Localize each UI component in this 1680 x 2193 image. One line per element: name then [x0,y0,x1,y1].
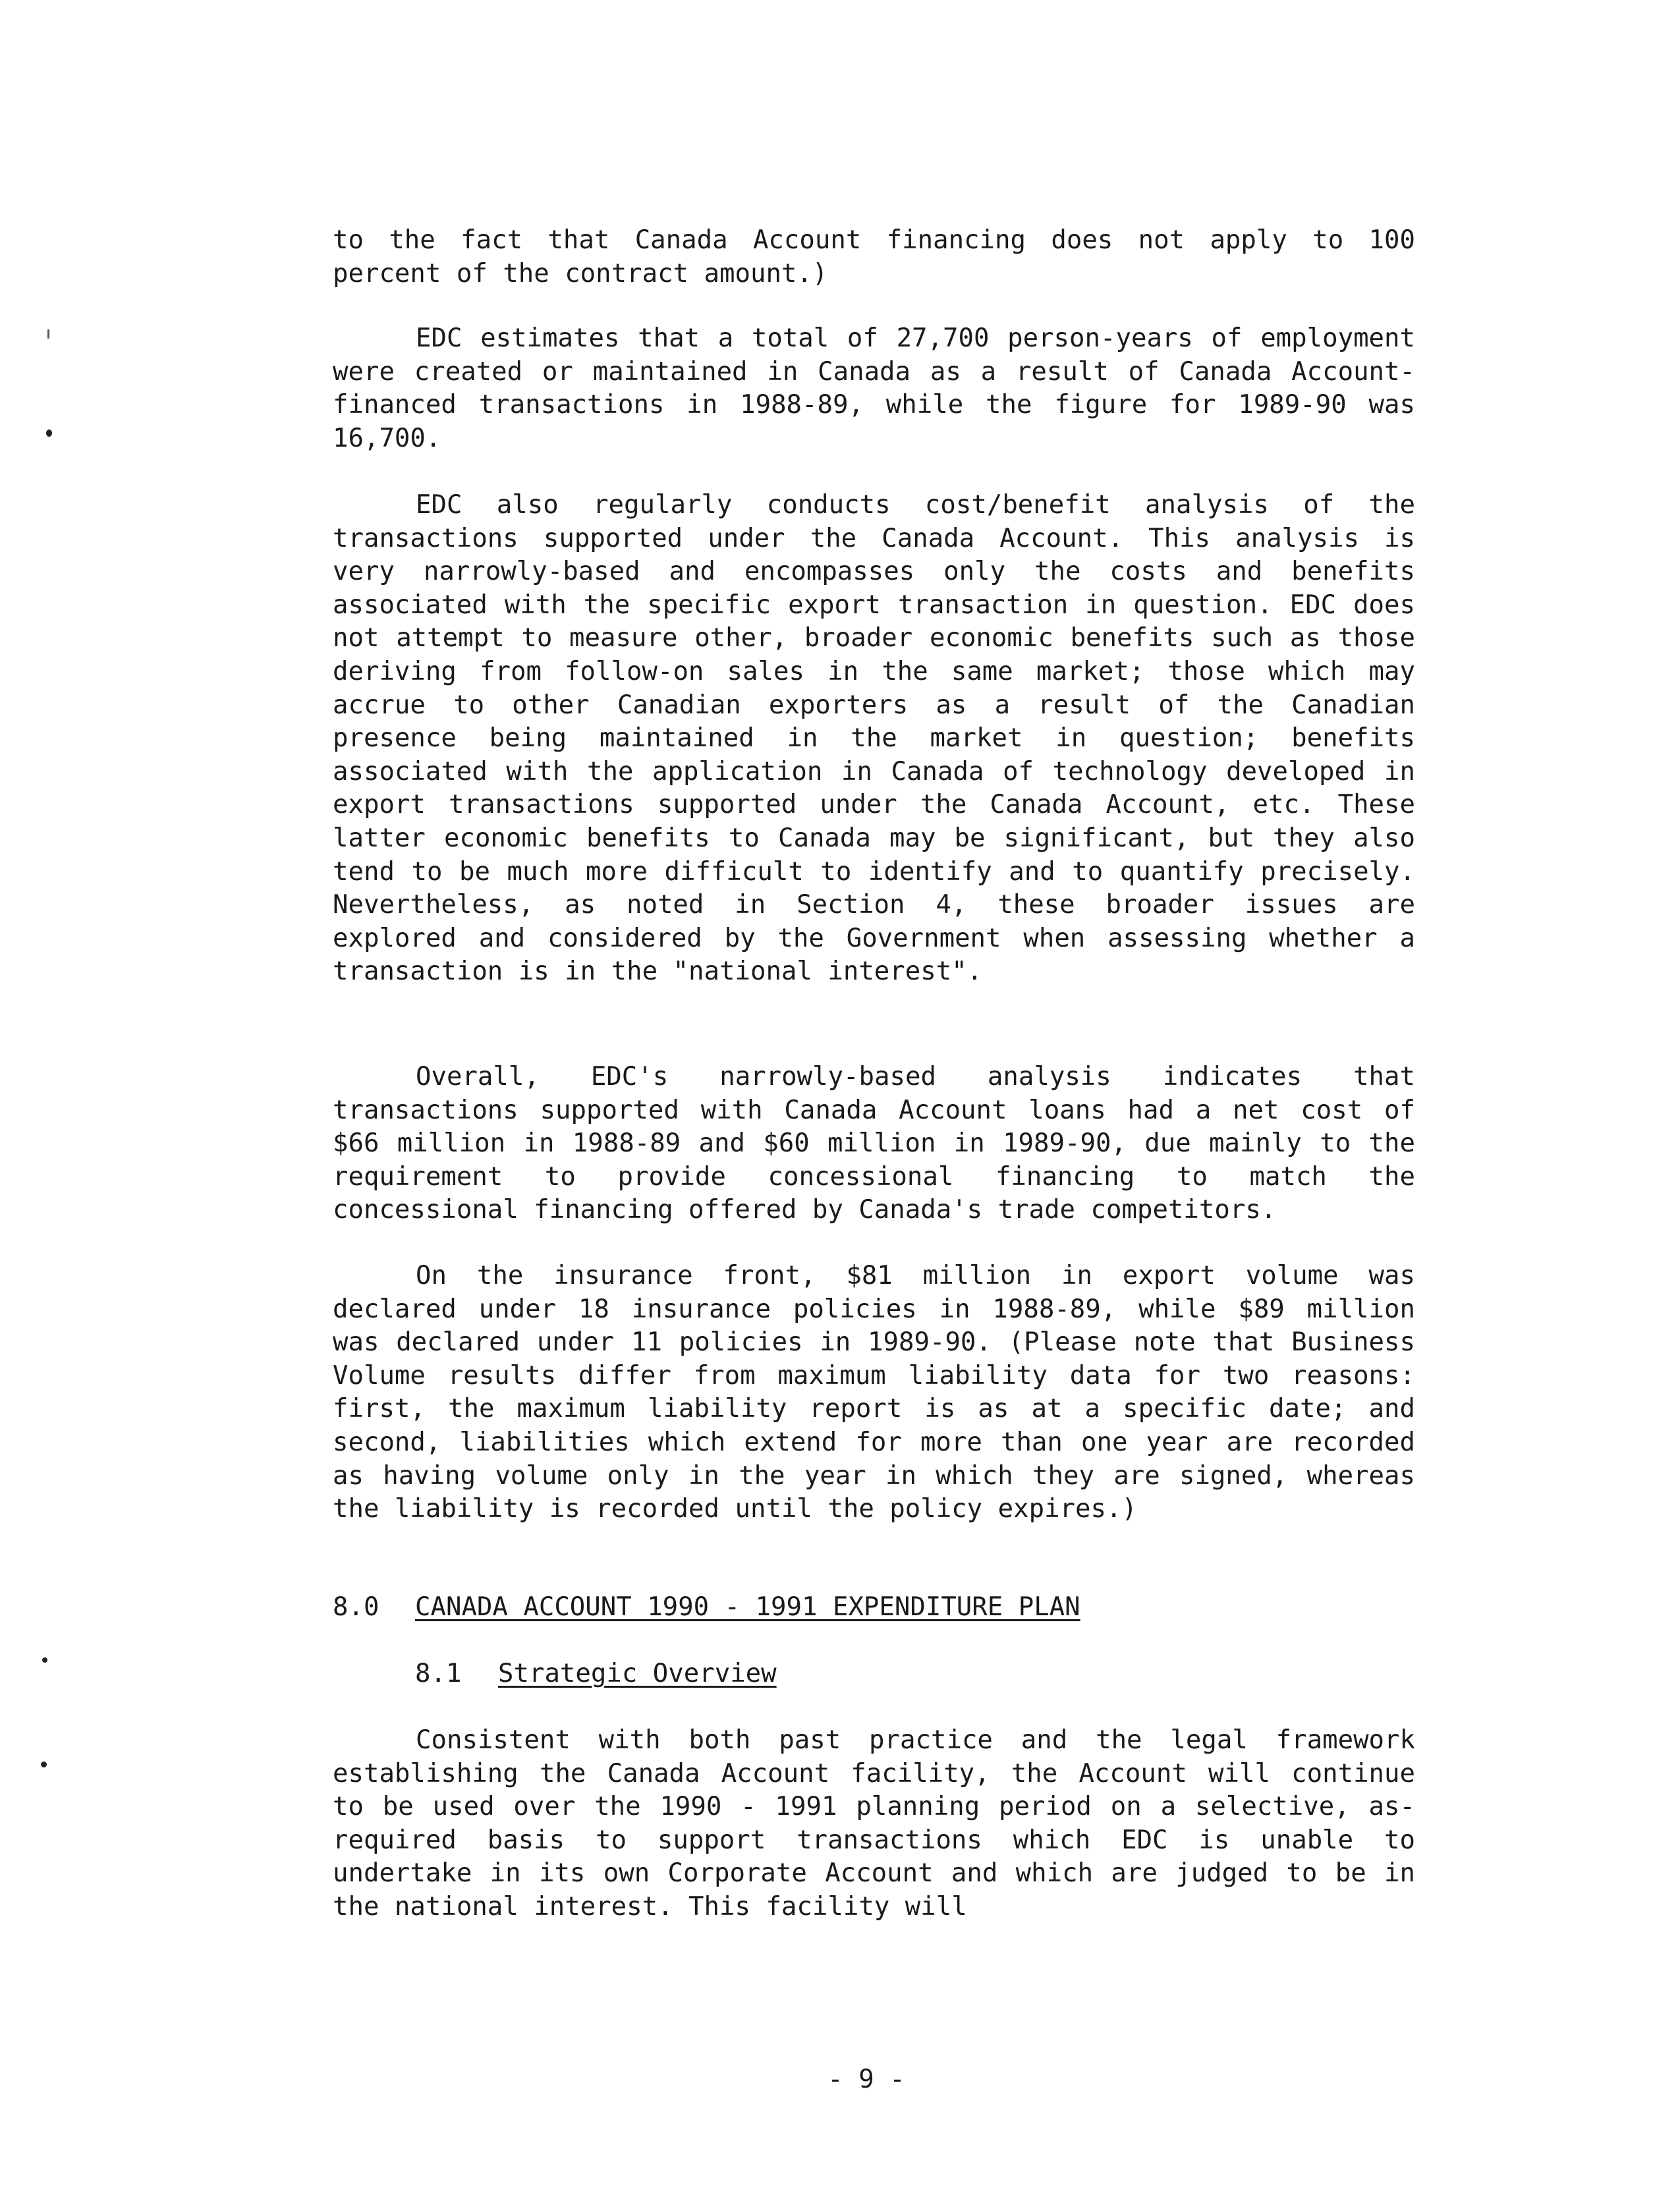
scan-speck [46,430,52,437]
paragraph-strategic-overview: Consistent with both past practice and the legal framework establishing the Canada Account facility, the Account will continue to be used over the 1990 - 1991 planning period on a selective, as-required basis to support transactions which EDC is unable to undertake in its own Corporate Account and which are judged to be in the national interest. This facility will [333,1725,1415,1922]
paragraph-net-cost: Overall, EDC's narrowly-based analysis indicates that transactions supported with Canada Account loans had a net cost of $66 million in 1988-89 and $60 million in 1989-90, due mainly to the requirement to provide concessional financing to match the concessional financing offered by Canada's trade competitors. [333,1062,1415,1225]
section-number: 8.0 [333,1592,379,1622]
paragraph-insurance: On the insurance front, $81 million in export volume was declared under 18 insurance policies in 1988-89, while $89 million was declared under 11 policies in 1989-90. (Please note that Business Volume results differ from maximum liability data for two reasons: first, the maximum liability report is as at a specific date; and second, liabilities which extend for more than one year are recorded as having volume only in the year in which they are signed, whereas the liability is recorded until the policy expires.) [333,1261,1415,1524]
subsection-number: 8.1 [415,1659,462,1688]
section-title: CANADA ACCOUNT 1990 - 1991 EXPENDITURE PLAN [415,1592,1080,1622]
paragraph-continuation: to the fact that Canada Account financing does not apply to 100 percent of the contract amount.) [333,225,1415,289]
scan-speck [42,1657,47,1663]
subsection-title: Strategic Overview [498,1659,777,1688]
paragraph-cost-benefit: EDC also regularly conducts cost/benefit analysis of the transactions supported under the Canada Account. This analysis is very narrowly-based and encompasses only the costs and benefits associated with the specific export transaction in question. EDC does not attempt to measure other, broader economic benefits such as those deriving from follow-on sales in the same market; those which may accrue to other Canadian exporters as a result of the Canadian presence being maintained in the market in question; benefits associated with the application in Canada of technology developed in export transactions supported under the Canada Account, etc. These latter economic benefits to Canada may be significant, but they also tend to be much more difficult to identify and to quantify precisely. Nevertheless, as noted in Section 4, these broader issues are explored and considered by the Government when assessing whether a transaction is in the "national interest". [333,490,1415,987]
page-number: - 9 - [827,2065,905,2094]
paragraph-employment: EDC estimates that a total of 27,700 person-years of employment were created or maintained in Canada as a result of Canada Account-financed transactions in 1988-89, while the figure for 1989-90 was 16,700. [333,323,1415,453]
scan-speck [41,1762,47,1767]
scan-speck [47,329,49,339]
